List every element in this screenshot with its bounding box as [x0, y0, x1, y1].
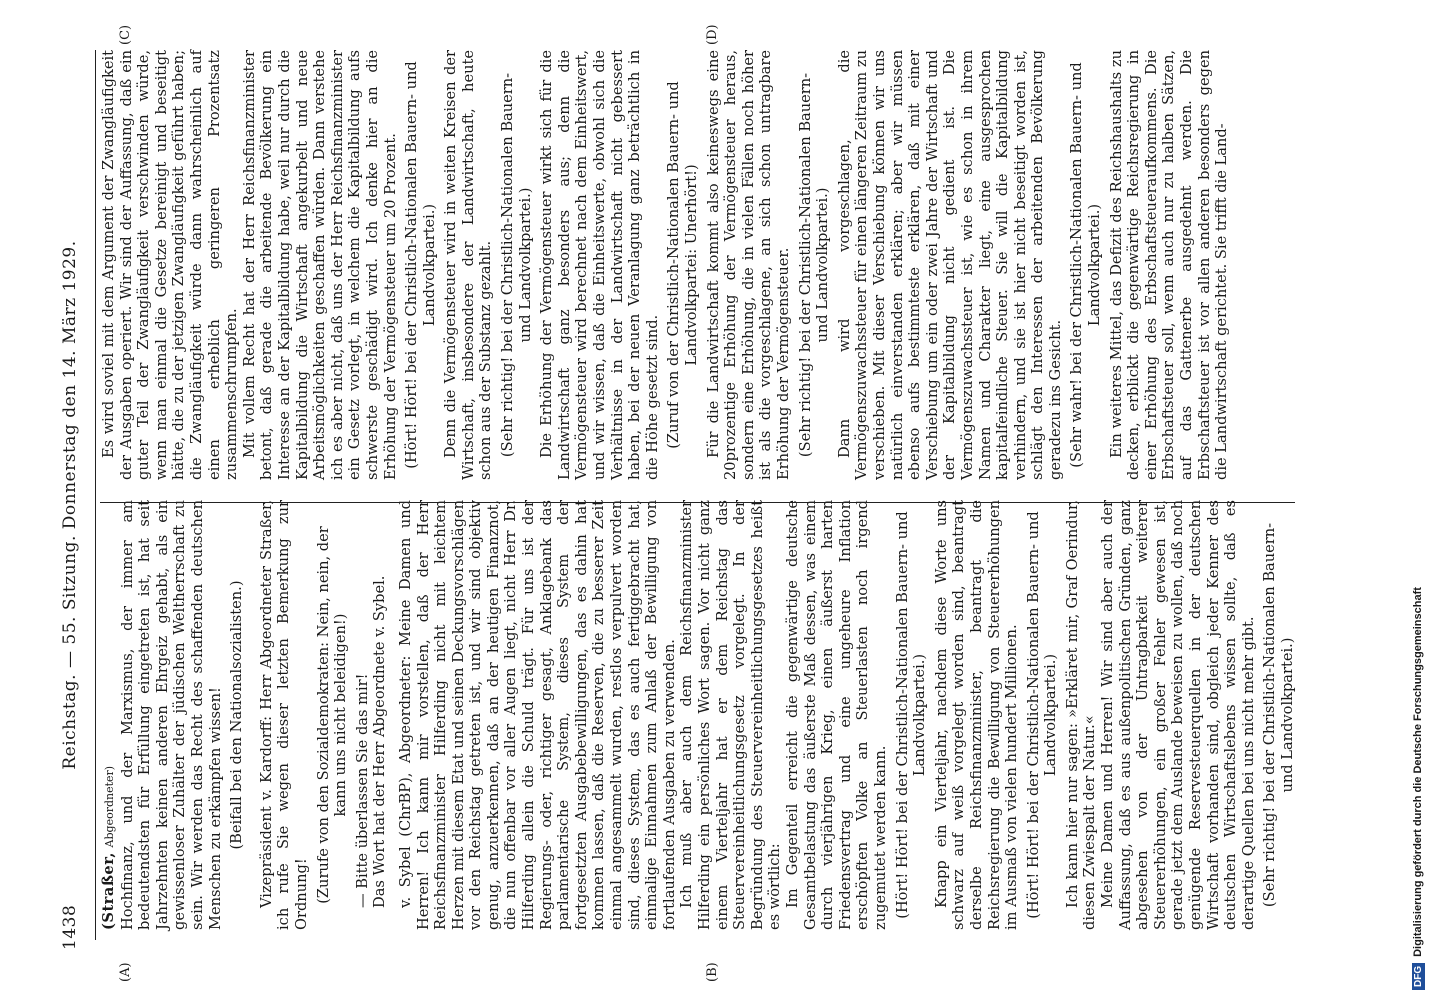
quotation: Im Gegenteil erreicht die gegenwärtige deutsche Gesamtbelastung das äußerste Maß dessen, was einem durch vierjährigen Krieg, einen äußerst harten Friedensvertrag und eine ungeheure Inflation erschöpften Volke an Steuerlasten noch irgend zugemutet werden kann.	[783, 500, 889, 930]
left-column	[100, 500, 1301, 930]
digitization-credit	[1408, 10, 1428, 990]
interjection: (Hört! Hört! bei der Christlich-Nationalen Bauern- und Landvolkpartei.)	[893, 511, 929, 919]
paragraph: Die Erhöhung der Vermögensteuer wirkt sich für die Landwirtschaft ganz besonders aus; denn die Vermögensteuer wird berechnet nach dem Einheitswert, und wir wissen, daß die Einheitswerte, obwohl sich die Verhältnisse in der Landwirtschaft nicht gebessert haben, bei der neuen Veranlagung ganz beträchtlich in die Höhe gesetzt sind.	[538, 50, 661, 480]
paragraph: Vizepräsident v. Kardorff: Herr Abgeordneter Straßer, ich rufe Sie wegen dieser letzten Bemerkung zur Ordnung!	[257, 500, 310, 930]
paragraph: Mit vollem Recht hat der Herr Reichsfinanzminister betont, daß gerade die arbeitende Bevölkerung ein Interesse an der Kapitalbildung habe, weil nur durch die Kapitalbildung die Wirtschaft angekurbelt und neue Arbeitsmöglichkeiten geschaffen würden. Dann verstehe ich es aber nicht, daß uns der Herr Reichsfinanzminister ein Gesetz vorlegt, in welchem die Kapitalbildung aufs schwerste geschädigt wird. Ich denke hier an die Erhöhung der Vermögensteuer um 20 Prozent.	[240, 50, 399, 480]
speaker-role: Abgeordneter)	[103, 765, 116, 848]
paragraph: v. Sybel (ChrBP), Abgeordneter: Meine Damen und Herren! Ich kann mir vorstellen, daß der Herr Reichsfinanzminister Hilferding nicht mit leichtem Herzen mit diesem Etat und seinen Deckungsvorschlägen vor den Reichstag getreten ist, und wir sind objektiv genug, anzuerkennen, daß an der heutigen Finanznot, die nun offenbar vor aller Augen liegt, nicht Herr Dr. Hilferding allein die Schuld trägt. Für uns ist der Regierungs- oder, richtiger gesagt, Anklagebank das parlamentarische System, dieses System der fortgesetzten Ausgabebewilligungen, das es dahin hat kommen lassen, daß die Reserven, die zu besserer Zeit einmal angesammelt wurden, restlos verpulvert worden sind, dieses System, das es auch fertiggebracht hat, einmalige Einnahmen zum Anlaß der Bewilligung von fortlaufenden Ausgaben zu verwenden.	[396, 500, 678, 930]
header-rule	[95, 50, 96, 940]
paragraph: Knapp ein Vierteljahr, nachdem diese Worte uns schwarz auf weiß vorgelegt worden sind, beantragt derselbe Reichsfinanzminister, beantragt die Reichsregierung die Bewilligung von Steuererhöhungen im Ausmaß von vielen hundert Millionen.	[932, 500, 1021, 930]
paragraph: Für die Landwirtschaft kommt also keineswegs eine 20prozentige Erhöhung der Vermögensteuer heraus, sondern eine Erhöhung, die in vielen Fällen noch höher ist als die vorgeschlagene, an sich schon untragbare Erhöhung der Vermögensteuer.	[704, 50, 792, 480]
margin-marker-d: (D)	[705, 24, 720, 45]
paragraph: Es wird soviel mit dem Argument der Zwangläufigkeit der Ausgaben operiert. Wir sind der Auffassung, daß ein guter Teil der Zwangläufigkeit verschwinden würde, wenn man einmal die Gesetze bereinigt und beseitigt hätte, die zu der jetzigen Zwangläufigkeit geführt haben; die Zwangläufigkeit würde dann wahrscheinlich auf einen erheblich geringeren Prozentsatz zusammenschrumpfen.	[100, 50, 241, 480]
dfg-logo: DFG	[1412, 963, 1425, 990]
interjection: (Sehr wahr! bei der Christlich-Nationalen Bauern- und Landvolkpartei.)	[1068, 62, 1104, 468]
margin-marker-b: (B)	[705, 962, 720, 982]
paragraph: Das Wort hat der Herr Abgeordnete v. Sybel.	[371, 575, 389, 908]
page-header	[60, 40, 90, 950]
margin-marker-c: (C)	[118, 24, 133, 45]
interjection: (Zuruf von der Christlich-Nationalen Bauern- und Landvolkpartei: Unerhört!)	[665, 81, 700, 449]
speaker-name: (Straßer,	[100, 852, 117, 930]
running-title: Reichstag. — 55. Sitzung. Donnerstag den 14. März 1929.	[60, 240, 80, 770]
margin-marker-a: (A)	[118, 962, 133, 982]
interjection: (Hört! Hört! bei der Christlich-Nationalen Bauern- und Landvolkpartei.)	[1024, 511, 1060, 919]
right-column	[100, 50, 1231, 480]
interjection: (Beifall bei den Nationalsozialisten.)	[228, 580, 246, 850]
interjection: (Sehr richtig! bei der Christlich-Nationalen Bauern- und Landvolkpartei.)	[796, 72, 832, 458]
interjection: (Sehr richtig! bei der Christlich-Nationalen Bauern- und Landvolkpartei.)	[499, 72, 534, 458]
paragraph: Dann wird vorgeschlagen, die Vermögenszuwachssteuer für einen längeren Zeitraum zu verschieben. Mit dieser Verschiebung können wir uns natürlich einverstanden erklären; aber wir müssen ebenso aufs bestimmteste erklären, daß mit einer Verschiebung um ein oder zwei Jahre der Wirtschaft und der Kapitalbildung nicht gedient ist. Die Vermögenszuwachssteuer ist, wie es schon in ihrem Namen und Charakter liegt, eine ausgesprochen kapitalfeindliche Steuer. Sie will die Kapitalbildung verhindern, und sie ist hier nicht beseitigt worden ist, schlägt den Interessen der arbeitenden Bevölkerung geradezu ins Gesicht.	[835, 50, 1064, 480]
interjection: (Zurufe von den Sozialdemokraten: Nein, nein, der kann uns nicht beleidigen!)	[314, 526, 350, 904]
credit-text: Digitalisierung gefördert durch die Deutsche Forschungsgemeinschaft	[1412, 587, 1424, 957]
paragraph: Ich kann hier nur sagen: »Erkläret mir, Graf Oerindur, diesen Zwiespalt der Natur.«	[1063, 500, 1099, 930]
paragraph: Ich muß aber auch dem Reichsfinanzminister Hilferding ein persönliches Wort sagen. Vor nicht ganz einem Vierteljahr hat er dem Reichstag das Steuervereinheitlichungsgesetz vorgelegt. In der Begründung des Steuervereinheitlichungsgesetzes heißt es wörtlich:	[678, 500, 784, 930]
paragraph: Meine Damen und Herren! Wir sind aber auch der Auffassung, daß es aus außenpolitischen Gründen, ganz abgesehen von der Untragbarkeit weiterer Steuererhöhungen, ein großer Fehler gewesen ist, gerade jetzt dem Auslande beweisen zu wollen, daß noch genügende Reservesteuerquellen in der deutschen Wirtschaft vorhanden sind, obgleich jeder Kenner des deutschen Wirtschaftslebens wissen sollte, daß es derartige Quellen bei uns nicht mehr gibt.	[1099, 500, 1257, 930]
paragraph: Ein weiteres Mittel, das Defizit des Reichshaushalts zu decken, erblickt die gegenwärtige Reichsregierung in einer Erhöhung des Erbschaftsteueraufkommens. Die Erbschaftsteuer soll, wenn auch nur zu halben Sätzen, auf das Gattenerbe ausgedehnt werden. Die Erbschaftsteuer ist vor allen anderen besonders gegen die Landwirtschaft gerichtet. Sie trifft die Land-	[1107, 50, 1231, 480]
interjection: (Hört! Hört! bei der Christlich-Nationalen Bauern- und Landvolkpartei.)	[403, 61, 438, 469]
speaker-continuation	[100, 500, 119, 930]
page-number: 1438	[60, 904, 80, 950]
column-divider	[100, 502, 1295, 503]
paragraph: — Bitte überlassen Sie das mir!	[353, 673, 371, 908]
interjection: (Sehr richtig! bei der Christlich-Nationalen Bauern- und Landvolkpartei.)	[1261, 522, 1296, 908]
paragraph: Denn die Vermögensteuer wird in weiten Kreisen der Wirtschaft, insbesondere der Landwirtschaft, heute schon aus der Substanz gezahlt.	[442, 50, 495, 480]
paragraph: Hochfinanz, und der Marxismus, der immer am bedeutendsten für Erfüllung eingetreten ist, hat seit Jahrzehnten keinen anderen Ehrgeiz gehabt, als ein gewissenloser Zuhälter der jüdischen Weltherrschaft zu sein. Wir werden das Recht des schaffenden deutschen Menschen zu erkämpfen wissen!	[118, 500, 224, 930]
